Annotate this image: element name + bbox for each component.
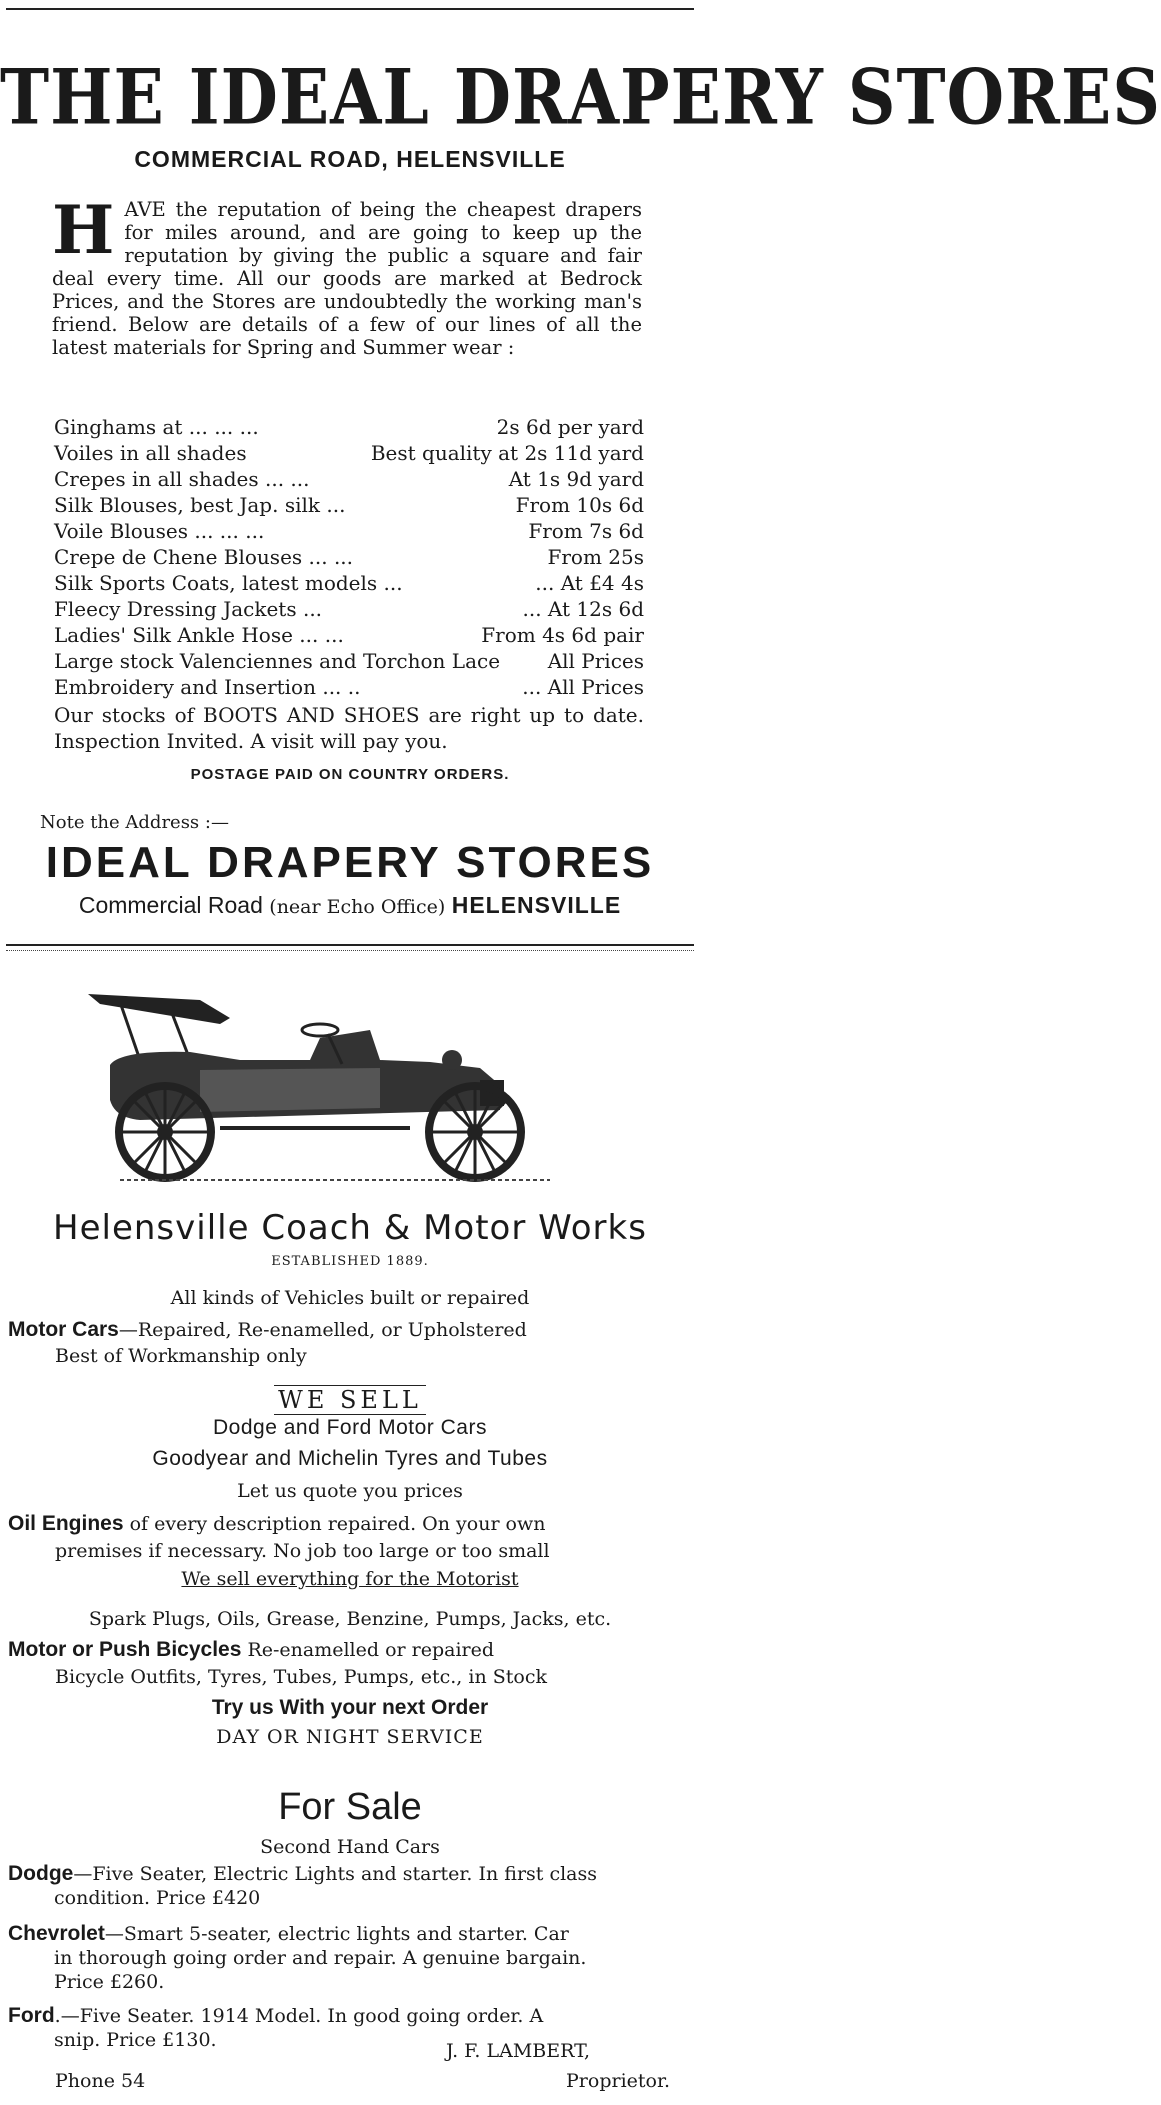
price-row — [54, 466, 644, 492]
postage-note: POSTAGE PAID ON COUNTRY ORDERS. — [190, 766, 510, 783]
oil-engines-label: Oil Engines — [8, 1512, 124, 1535]
price-item-price: ... At 12s 6d — [522, 597, 644, 621]
drapery-title-repeat: IDEAL DRAPERY STORES — [45, 838, 655, 887]
bicycles-label: Motor or Push Bicycles — [8, 1638, 242, 1661]
proprietor-title: Proprietor. — [566, 2070, 670, 2092]
rear-wheel — [119, 1086, 211, 1178]
dodge-ford-line: Dodge and Ford Motor Cars — [213, 1416, 487, 1439]
price-item-price: 2s 6d per yard — [496, 415, 644, 439]
address-note: Note the Address :— — [40, 812, 229, 833]
proprietor-name: J. F. LAMBERT, — [445, 2040, 590, 2062]
price-item-price: From 7s 6d — [528, 519, 644, 543]
for-sale-heading: For Sale — [278, 1786, 422, 1828]
we-sell-heading — [0, 1386, 700, 1414]
motor-cars-line — [8, 1318, 527, 1342]
quote-line: Let us quote you prices — [237, 1480, 463, 1502]
ford-text-2: snip. Price £130. — [54, 2029, 217, 2051]
tyres-line: Goodyear and Michelin Tyres and Tubes — [152, 1447, 548, 1470]
price-item-price: ... All Prices — [522, 675, 644, 699]
price-item-name: Ginghams at ... ... ... — [54, 415, 259, 439]
address-town: HELENSVILLE — [451, 892, 622, 918]
workmanship-line: Best of Workmanship only — [55, 1345, 307, 1367]
price-item-name: Crepes in all shades ... ... — [54, 467, 310, 491]
price-row — [54, 648, 644, 674]
price-row — [54, 492, 644, 518]
sale-item-dodge — [8, 1862, 696, 1910]
section-divider — [6, 944, 694, 946]
front-wheel — [429, 1086, 521, 1178]
motor-cars-text: —Repaired, Re-enamelled, or Upholstered — [118, 1319, 527, 1341]
dodge-label: Dodge — [8, 1862, 74, 1885]
price-row — [54, 544, 644, 570]
oil-engines-line — [8, 1512, 546, 1536]
try-us-line: Try us With your next Order — [211, 1696, 489, 1719]
we-sell-text: WE SELL — [274, 1385, 426, 1415]
drapery-title: THE IDEAL DRAPERY STORES — [0, 52, 1161, 142]
sale-item-chevrolet — [8, 1922, 696, 1994]
chevrolet-text: —Smart 5-seater, electric lights and starter. Car — [104, 1923, 569, 1945]
price-row — [54, 570, 644, 596]
bicycles-line — [8, 1638, 494, 1662]
everything-text: We sell everything for the Motorist — [181, 1568, 519, 1590]
coach-title: Helensville Coach & Motor Works — [53, 1208, 647, 1248]
price-item-name: Silk Blouses, best Jap. silk ... — [54, 493, 346, 517]
price-item-price: From 10s 6d — [515, 493, 644, 517]
dodge-text-2: condition. Price £420 — [54, 1887, 261, 1909]
everything-line — [0, 1568, 700, 1590]
price-row — [54, 440, 644, 466]
price-item-price: Best quality at 2s 11d yard — [370, 441, 644, 465]
drapery-address — [0, 892, 700, 919]
oil-engines-text: of every description repaired. On your own — [129, 1513, 546, 1535]
drapery-subtitle: COMMERCIAL ROAD, HELENSVILLE — [134, 146, 566, 172]
ford-text: .—Five Seater. 1914 Model. In good going order. A — [54, 2005, 544, 2027]
top-border — [6, 8, 694, 10]
price-item-price: From 4s 6d pair — [481, 623, 644, 647]
price-item-name: Embroidery and Insertion ... .. — [54, 675, 361, 699]
dodge-text: —Five Seater, Electric Lights and starter. In first class — [73, 1863, 597, 1885]
phone-number: Phone 54 — [55, 2070, 146, 2092]
address-landmark: (near Echo Office) — [269, 896, 446, 918]
price-item-name: Ladies' Silk Ankle Hose ... ... — [54, 623, 344, 647]
price-row — [54, 622, 644, 648]
drapery-intro — [52, 191, 642, 359]
price-item-price: All Prices — [547, 649, 644, 673]
spark-plugs-line: Spark Plugs, Oils, Grease, Benzine, Pumps, Jacks, etc. — [88, 1608, 612, 1630]
price-list — [54, 414, 644, 700]
sale-item-ford — [8, 2004, 696, 2052]
address-road: Commercial Road — [78, 892, 263, 918]
price-item-name: Large stock Valenciennes and Torchon Lace — [54, 649, 501, 673]
motor-cars-label: Motor Cars — [8, 1318, 119, 1341]
second-hand-line: Second Hand Cars — [260, 1836, 440, 1858]
boots-shoes-text: Our stocks of BOOTS AND SHOES are right up to date. Inspection Invited. A visit will pay you. — [54, 703, 644, 753]
price-item-name: Voile Blouses ... ... ... — [54, 519, 265, 543]
service-line: DAY OR NIGHT SERVICE — [216, 1726, 484, 1748]
chevrolet-text-3: Price £260. — [54, 1971, 165, 1993]
price-row — [54, 674, 644, 700]
established-year: ESTABLISHED 1889. — [271, 1254, 429, 1269]
outfits-line: Bicycle Outfits, Tyres, Tubes, Pumps, etc., in Stock — [55, 1666, 547, 1688]
vehicles-line: All kinds of Vehicles built or repaired — [170, 1287, 530, 1309]
bicycles-text: Re-enamelled or repaired — [247, 1639, 495, 1661]
price-item-price: ... At £4 4s — [535, 571, 644, 595]
price-item-name: Voiles in all shades — [54, 441, 247, 465]
price-row — [54, 596, 644, 622]
price-item-price: At 1s 9d yard — [508, 467, 644, 491]
oil-engines-line-2: premises if necessary. No job too large or too small — [55, 1540, 550, 1562]
intro-text: AVE the reputation of being the cheapest drapers for miles around, and are going to keep up the reputation by giving the public a square and fair deal every time. All our goods are marked at Bedrock Prices, and the Stores are undoubtedly the working man's friend. Below are details of a few of our lines of all the latest materials for Spring and Summer wear : — [52, 198, 642, 359]
ford-label: Ford — [8, 2004, 55, 2027]
price-row — [54, 518, 644, 544]
price-row — [54, 414, 644, 440]
price-item-name: Silk Sports Coats, latest models ... — [54, 571, 403, 595]
chevrolet-text-2: in thorough going order and repair. A genuine bargain. — [54, 1947, 587, 1969]
chevrolet-label: Chevrolet — [8, 1922, 105, 1945]
drop-cap: H — [52, 191, 115, 269]
price-item-price: From 25s — [547, 545, 644, 569]
price-item-name: Crepe de Chene Blouses ... ... — [54, 545, 354, 569]
touring-car-illustration — [80, 990, 600, 1185]
section-divider-dotted — [6, 950, 694, 951]
price-item-name: Fleecy Dressing Jackets ... — [54, 597, 323, 621]
